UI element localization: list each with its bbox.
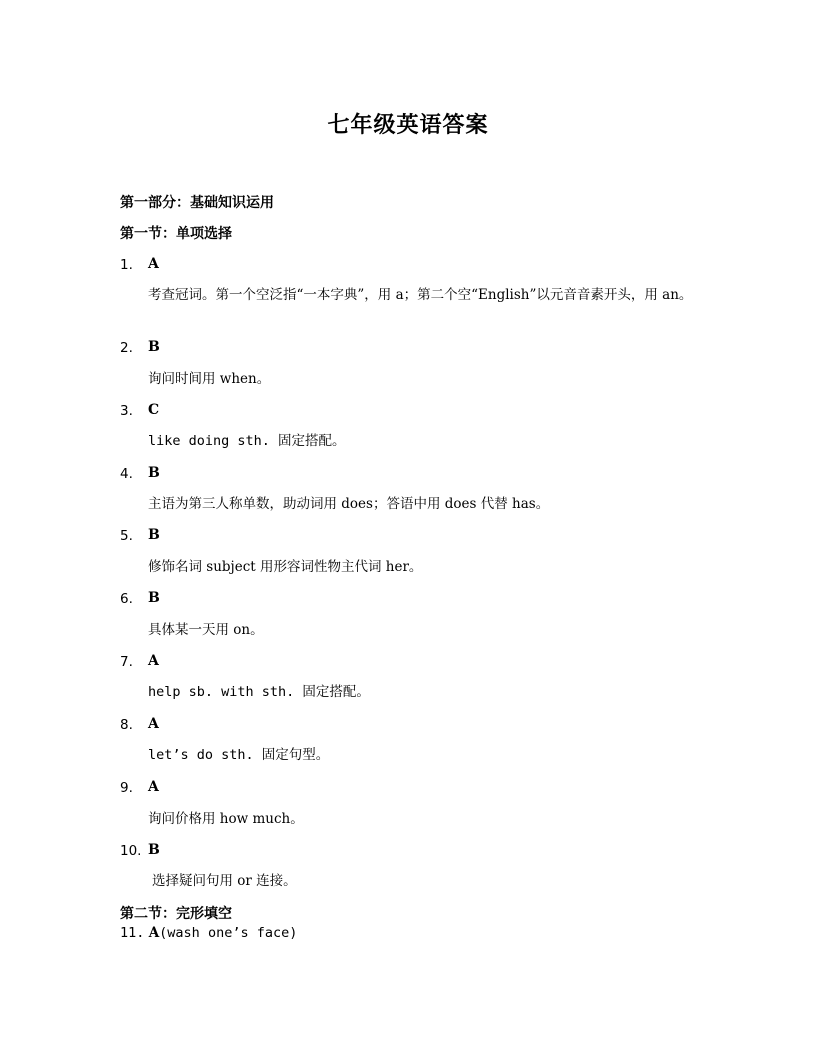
item-answer: A xyxy=(148,256,159,272)
item-number: 9. xyxy=(120,780,133,796)
item-answer: A xyxy=(148,653,159,669)
item-number: 7. xyxy=(120,654,133,670)
section1-heading: 第一节：单项选择 xyxy=(120,226,232,242)
item-number: 8. xyxy=(120,717,133,733)
item-number: 10. xyxy=(120,843,142,859)
item-number: 4. xyxy=(120,466,133,482)
item-answer: B xyxy=(148,339,160,355)
item-answer: B xyxy=(148,590,160,606)
item-number: 3. xyxy=(120,403,133,419)
item-answer: C xyxy=(148,402,160,418)
item-number: 1. xyxy=(120,257,133,273)
item-explanation: 具体某一天用 on。 xyxy=(148,622,264,638)
item-number: 2. xyxy=(120,340,133,356)
item-explanation: like doing sth. 固定搭配。 xyxy=(148,433,346,449)
item-answer: A xyxy=(148,779,159,795)
item-number: 6. xyxy=(120,591,133,607)
part1-heading: 第一部分：基础知识运用 xyxy=(120,195,274,211)
item-explanation: 考查冠词。第一个空泛指“一本字典”，用 a；第二个空“English”以元音音素开头，用 an。 xyxy=(148,287,693,303)
item-explanation: 修饰名词 subject 用形容词性物主代词 her。 xyxy=(148,559,423,575)
item-explanation: 选择疑问句用 or 连接。 xyxy=(152,873,297,889)
item-explanation: 主语为第三人称单数，助动词用 does；答语中用 does 代替 has。 xyxy=(148,496,550,512)
item-number: 11. xyxy=(120,925,145,941)
item-answer: A xyxy=(148,925,160,941)
item-answer: B xyxy=(148,842,160,858)
item-answer: B xyxy=(148,465,160,481)
item-explanation: 询问价格用 how much。 xyxy=(148,811,304,827)
item-explanation: let’s do sth. 固定句型。 xyxy=(148,747,330,763)
item-answer: B xyxy=(148,527,160,543)
item-answer: A xyxy=(148,716,159,732)
page-title: 七年级英语答案 xyxy=(327,112,489,138)
item-explanation: (wash one’s face) xyxy=(159,925,298,941)
item-explanation: 询问时间用 when。 xyxy=(148,371,271,387)
item-explanation: help sb. with sth. 固定搭配。 xyxy=(148,684,370,700)
item-number: 5. xyxy=(120,528,133,544)
section2-heading: 第二节：完形填空 xyxy=(120,906,232,922)
item-11 xyxy=(120,925,297,941)
